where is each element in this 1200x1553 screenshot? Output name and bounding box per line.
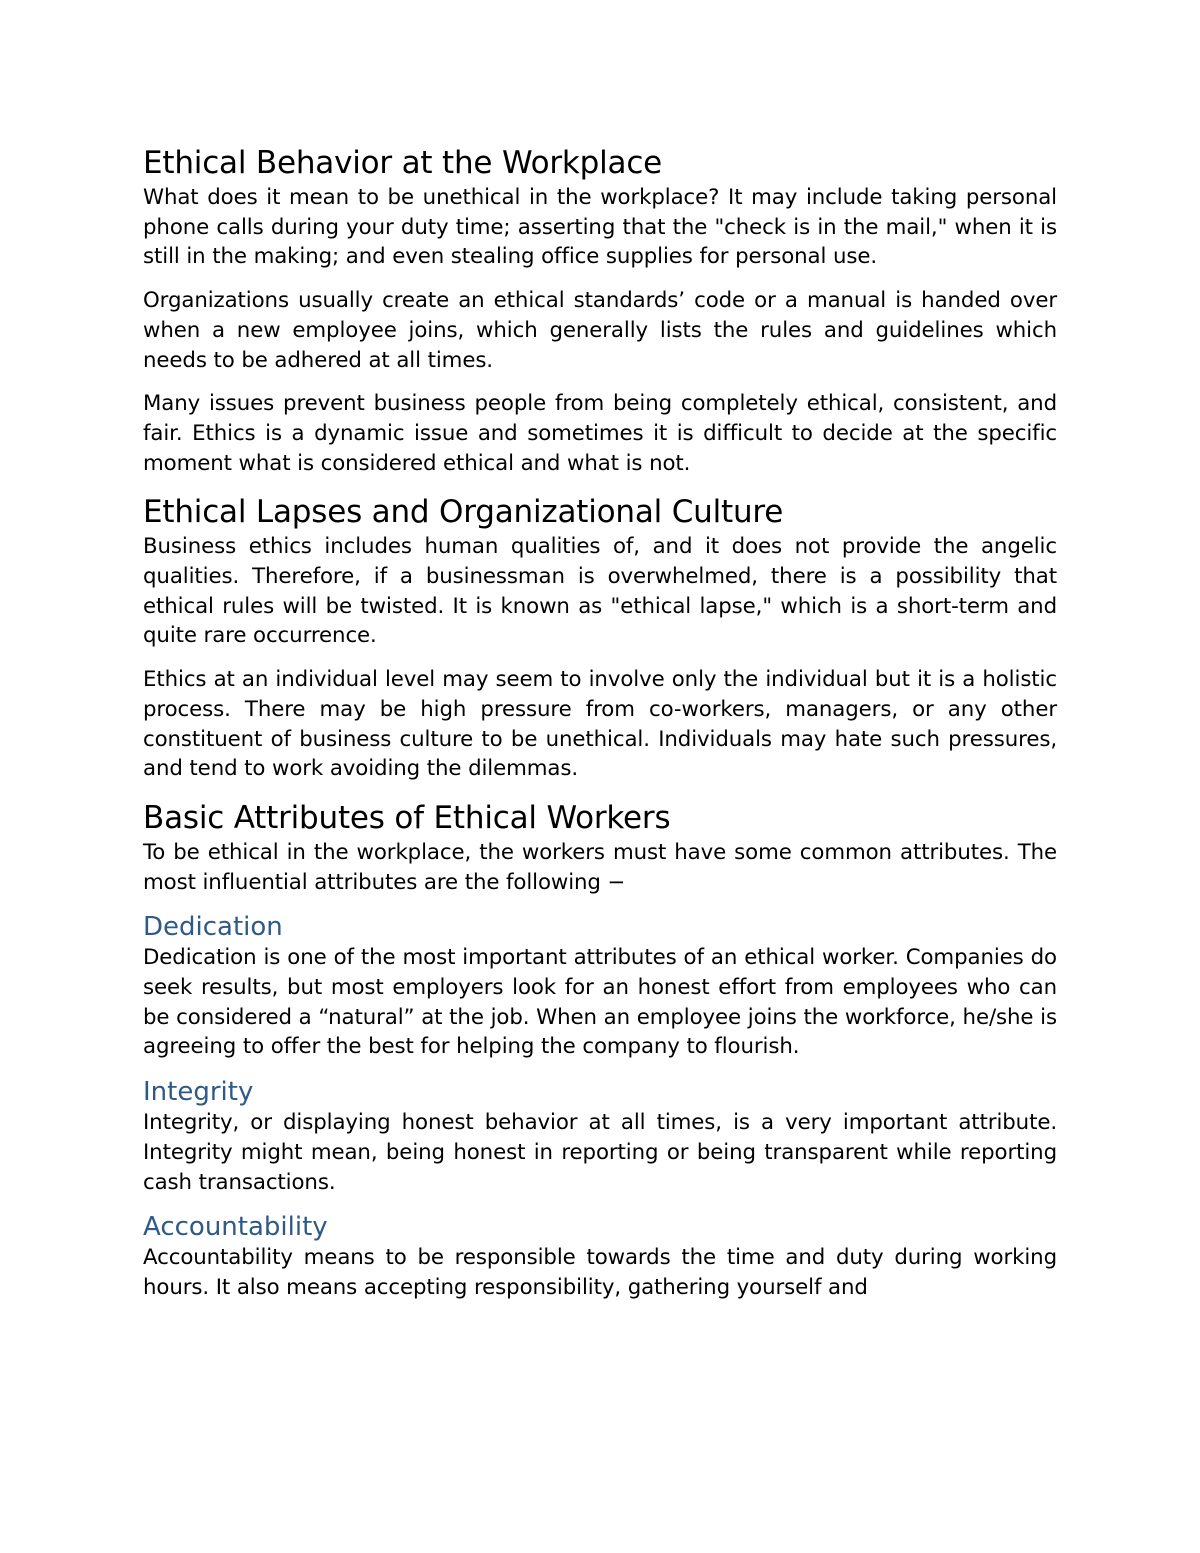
- subsection-dedication: [143, 911, 1057, 1062]
- section-ethical-behavior: [143, 143, 1057, 478]
- paragraph: Business ethics includes human qualities of, and it does not provide the angelic qualities. Therefore, if a businessman is overwhelmed, there is a possibility that ethical rules will be twisted. It is known as "ethical lapse," which is a short-term and quite rare occurrence.: [143, 534, 1057, 649]
- paragraph: Ethics at an individual level may seem to involve only the individual but it is a holistic process. There may be high pressure from co-workers, managers, or any other constituent of business culture to be unethical. Individuals may hate such pressures, and tend to work avoiding the dilemmas.: [143, 667, 1057, 782]
- section-ethical-lapses: [143, 492, 1057, 784]
- paragraph: Many issues prevent business people from being completely ethical, consistent, and fair. Ethics is a dynamic issue and sometimes it is difficult to decide at the specific moment what is considered ethical and what is not.: [143, 391, 1057, 476]
- paragraph: To be ethical in the workplace, the workers must have some common attributes. The most influential attributes are the following −: [143, 839, 1057, 895]
- paragraph: Integrity, or displaying honest behavior at all times, is a very important attribute. Integrity might mean, being honest in reporting or being transparent while reporting cash transactions.: [143, 1110, 1057, 1195]
- section-basic-attributes: [143, 798, 1057, 897]
- subsection-heading: Dedication: [143, 912, 283, 943]
- section-heading: Ethical Lapses and Organizational Culture: [143, 494, 784, 531]
- document-page: [143, 143, 1057, 1303]
- subsection-heading: Accountability: [143, 1212, 328, 1243]
- subsection-heading: Integrity: [143, 1077, 254, 1108]
- paragraph: What does it mean to be unethical in the workplace? It may include taking personal phone calls during your duty time; asserting that the "check is in the mail," when it is still in the making; and even stealing office supplies for personal use.: [143, 185, 1057, 270]
- paragraph: Accountability means to be responsible towards the time and duty during working hours. It also means accepting responsibility, gathering yourself and: [143, 1245, 1057, 1300]
- section-heading: Basic Attributes of Ethical Workers: [143, 799, 671, 836]
- paragraph: Dedication is one of the most important attributes of an ethical worker. Companies do seek results, but most employers look for an honest effort from employees who can be considered a “natural” at the job. When an employee joins the workforce, he/she is agreeing to offer the best for helping the company to flourish.: [143, 945, 1057, 1060]
- subsection-accountability: [143, 1211, 1057, 1302]
- section-heading: Ethical Behavior at the Workplace: [143, 145, 663, 181]
- subsection-integrity: [143, 1076, 1057, 1197]
- paragraph: Organizations usually create an ethical standards’ code or a manual is handed over when a new employee joins, which generally lists the rules and guidelines which needs to be adhered at all times.: [143, 288, 1057, 373]
